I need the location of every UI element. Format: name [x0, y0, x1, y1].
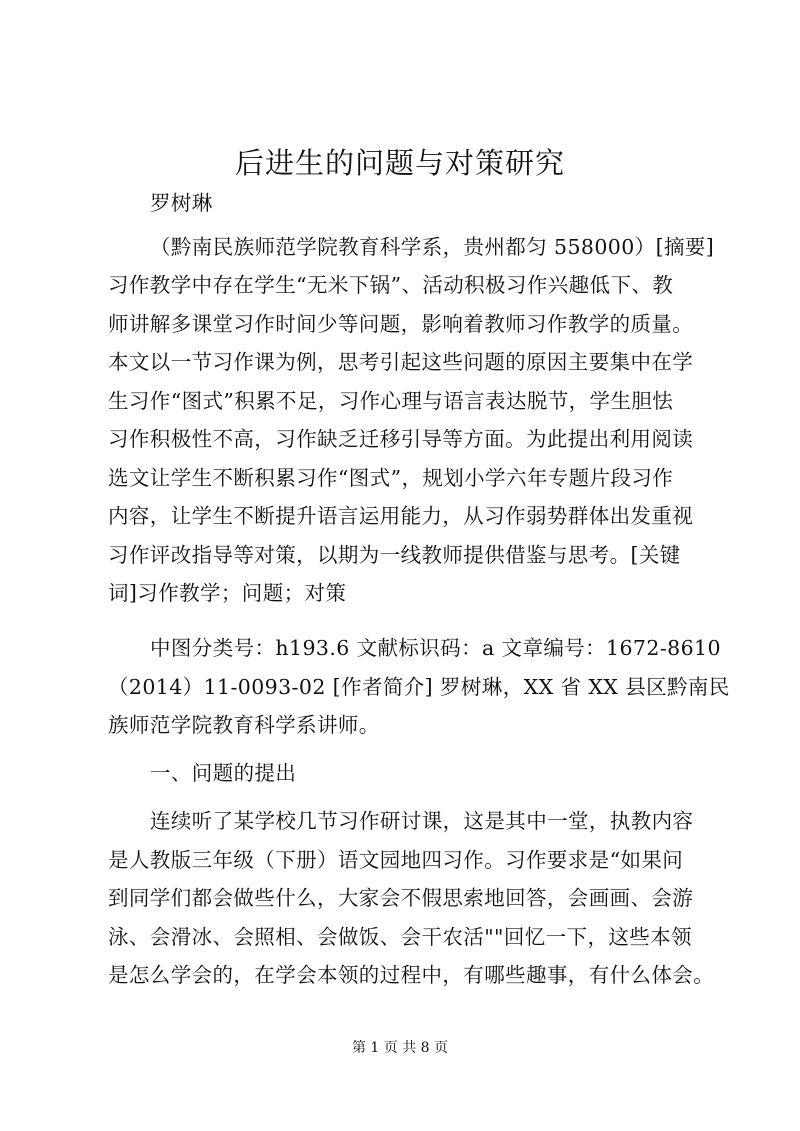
text-line: 到同学们都会做些什么，大家会不假思索地回答，会画画、会游: [108, 886, 694, 910]
text-line: 词]习作教学；问题；对策: [108, 581, 347, 605]
text-line: （2014）11-0093-02 [作者简介] 罗树琳，XX 省 XX 县区黔南民: [108, 675, 730, 699]
text-line: 是人教版三年级（下册）语文园地四习作。习作要求是“如果问: [108, 848, 684, 872]
text-line: 连续听了某学校几节习作研讨课，这是其中一堂，执教内容: [150, 809, 694, 833]
text-line: 生习作“图式”积累不足，习作心理与语言表达脱节，学生胆怯: [108, 389, 674, 413]
author-name: 罗树琳: [150, 191, 213, 215]
text-line: 内容，让学生不断提升语言运用能力，从习作弱势群体出发重视: [108, 504, 694, 528]
text-line: 习作教学中存在学生“无米下锅”、活动积极习作兴趣低下、教: [108, 273, 674, 297]
text-line: 泳、会滑冰、会照相、会做饭、会干农活""回忆一下，这些本领: [108, 925, 692, 949]
text-line: 中图分类号：h193.6 文献标识码：a 文章编号：1672-8610: [150, 636, 721, 660]
text-line: 是怎么学会的，在学会本领的过程中，有哪些趣事，有什么体会。: [108, 963, 715, 987]
text-line: 族师范学院教育科学系讲师。: [108, 713, 380, 737]
text-line: 本文以一节习作课为例，思考引起这些问题的原因主要集中在学: [108, 350, 694, 374]
text-line: （黔南民族师范学院教育科学系，贵州都匀 558000）[摘要]: [150, 235, 715, 259]
text-line: 师讲解多课堂习作时间少等问题，影响着教师习作教学的质量。: [108, 312, 694, 336]
text-line: 选文让学生不断积累习作“图式”，规划小学六年专题片段习作: [108, 466, 674, 490]
section-heading: 一、问题的提出: [150, 761, 297, 785]
text-line: 习作积极性不高，习作缺乏迁移引导等方面。为此提出利用阅读: [108, 427, 694, 451]
page-footer: 第 1 页 共 8 页: [351, 1040, 449, 1056]
document-title: 后进生的问题与对策研究: [234, 146, 565, 180]
text-line: 习作评改指导等对策，以期为一线教师提供借鉴与思考。[关键: [108, 543, 681, 567]
